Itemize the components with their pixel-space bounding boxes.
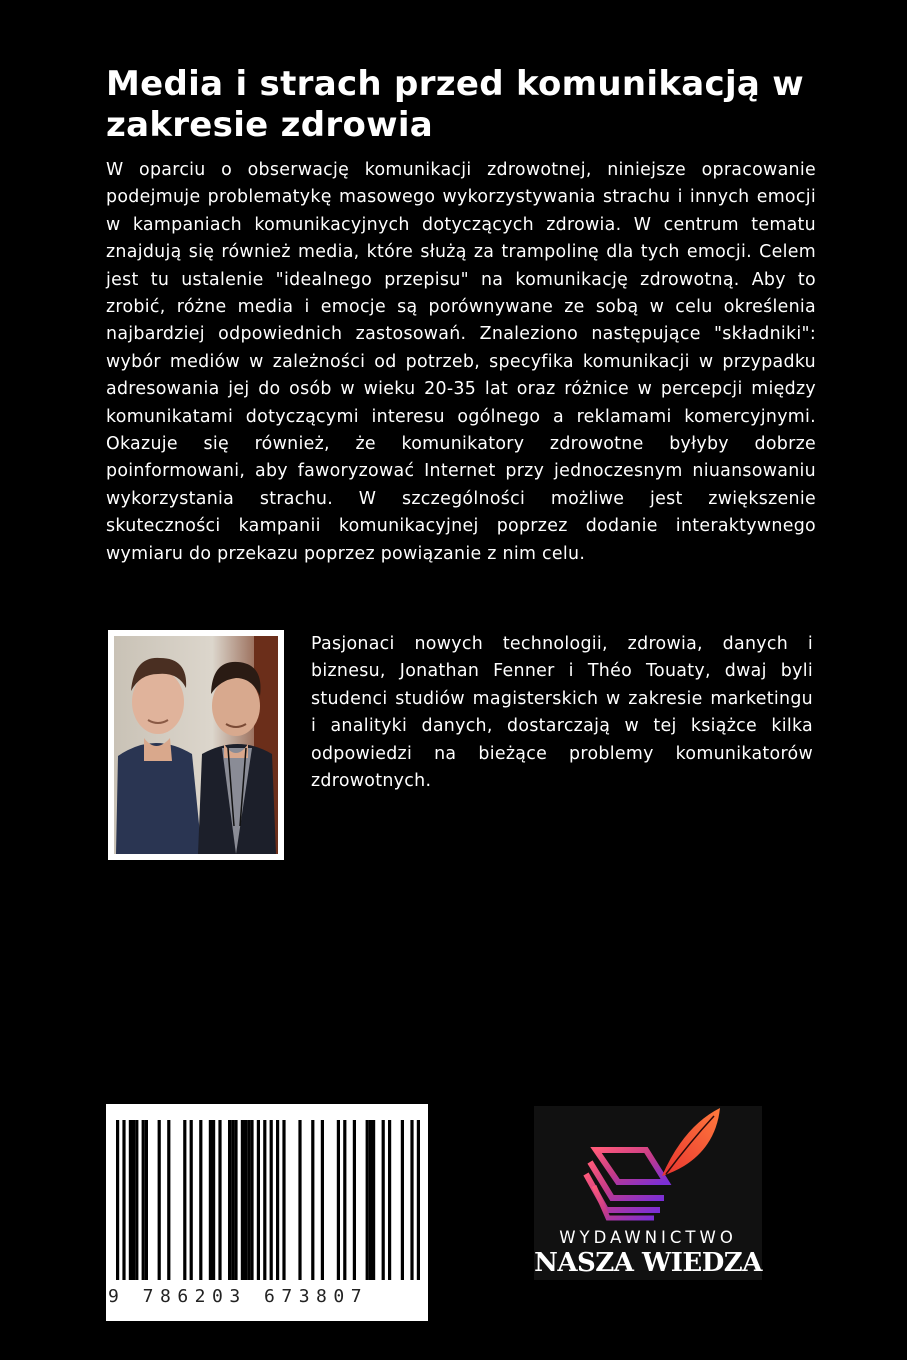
barcode-bar [321,1120,324,1280]
barcode-bar [410,1120,413,1280]
barcode-bar [132,1120,135,1280]
book-title: Media i strach przed komunikacją w zakresie zdrowia [106,64,804,145]
barcode-bar [388,1120,391,1280]
book-description: W oparciu o obserwację komunikacji zdrowotnej, niniejsze opracowanie podejmuje problematykę masowego wykorzystywania strachu i innych emocji w kampaniach komunikacyjnych dotyczących zdrowia. W centrum tematu znajdują się również media, które służą za trampolinę dla tych emocji. Celem jest tu ustalenie "idealnego przepisu" na komunikację zdrowotną. Aby to zrobić, różne media i emocje są porównywane ze sobą w celu określenia najbardziej odpowiednich zastosowań. Znaleziono następujące "składniki": wybór mediów w zależności od potrzeb, specyfika komunikacji w przypadku adresowania jej do osób w wieku 20-35 lat oraz różnice w percepcji między komunikatami dotyczącymi interesu ogólnego a reklamami komercyjnymi. Okazuje się również, że komunikatory zdrowotne byłyby dobrze poinformowani, aby faworyzować Internet przy jednoczesnym niuansowaniu wykorzystania strachu. W szczególności możliwe jest zwiększenie skuteczności kampanii komunikacyjnej poprzez dodanie interaktywnego wymiaru do przekazu poprzez powiązanie z nim celu. [106,160,816,564]
barcode-bar [212,1120,215,1280]
authors-photo [108,630,284,860]
barcode-bar [158,1120,161,1280]
barcode-bar [337,1120,340,1280]
barcode-bar [343,1120,346,1280]
barcode-bar [282,1120,285,1280]
publisher-name: NASZA WIEDZA [534,1248,762,1278]
barcode-bar [234,1120,237,1280]
barcode-bar [372,1120,375,1280]
barcode-bar [142,1120,145,1280]
barcode-bar [250,1120,253,1280]
barcode-bar [231,1120,234,1280]
barcode-bar [190,1120,193,1280]
book-quill-icon [534,1106,762,1226]
barcode-bar [228,1120,231,1280]
barcode-bar [298,1120,301,1280]
barcode-bar [209,1120,212,1280]
barcode-bar [116,1120,119,1280]
authors-bio: Pasjonaci nowych technologii, zdrowia, danych i biznesu, Jonathan Fenner i Théo Touaty, dwaj byli studenci studiów magisterskich w zakresie marketingu i analityki danych, dostarczają w tej książce kilka odpowiedzi na bieżące problemy komunikatorów zdrowotnych. [311,634,813,792]
barcode-bar [263,1120,266,1280]
barcode-bar [369,1120,372,1280]
barcode-bar [311,1120,314,1280]
barcode-bar [401,1120,404,1280]
barcode-bar [244,1120,247,1280]
publisher-label: WYDAWNICTWO [559,1228,737,1247]
barcode-bar [366,1120,369,1280]
isbn-barcode [106,1104,428,1321]
barcode-bar [382,1120,385,1280]
barcode-bar [183,1120,186,1280]
barcode-bar [257,1120,260,1280]
barcode-bar [241,1120,244,1280]
barcode-bar [145,1120,148,1280]
barcode-bar [129,1120,132,1280]
barcode-bar [353,1120,356,1280]
barcode-bar [417,1120,420,1280]
isbn-digits: 9 786203 673807 [108,1286,369,1307]
barcode-bar [122,1120,125,1280]
barcode-bar [218,1120,221,1280]
barcode-bar [276,1120,279,1280]
barcode-bar [199,1120,202,1280]
barcode-bar [167,1120,170,1280]
publisher-logo [534,1106,762,1280]
barcode-bar [270,1120,273,1280]
barcode-bar [247,1120,250,1280]
barcode-bar [135,1120,138,1280]
